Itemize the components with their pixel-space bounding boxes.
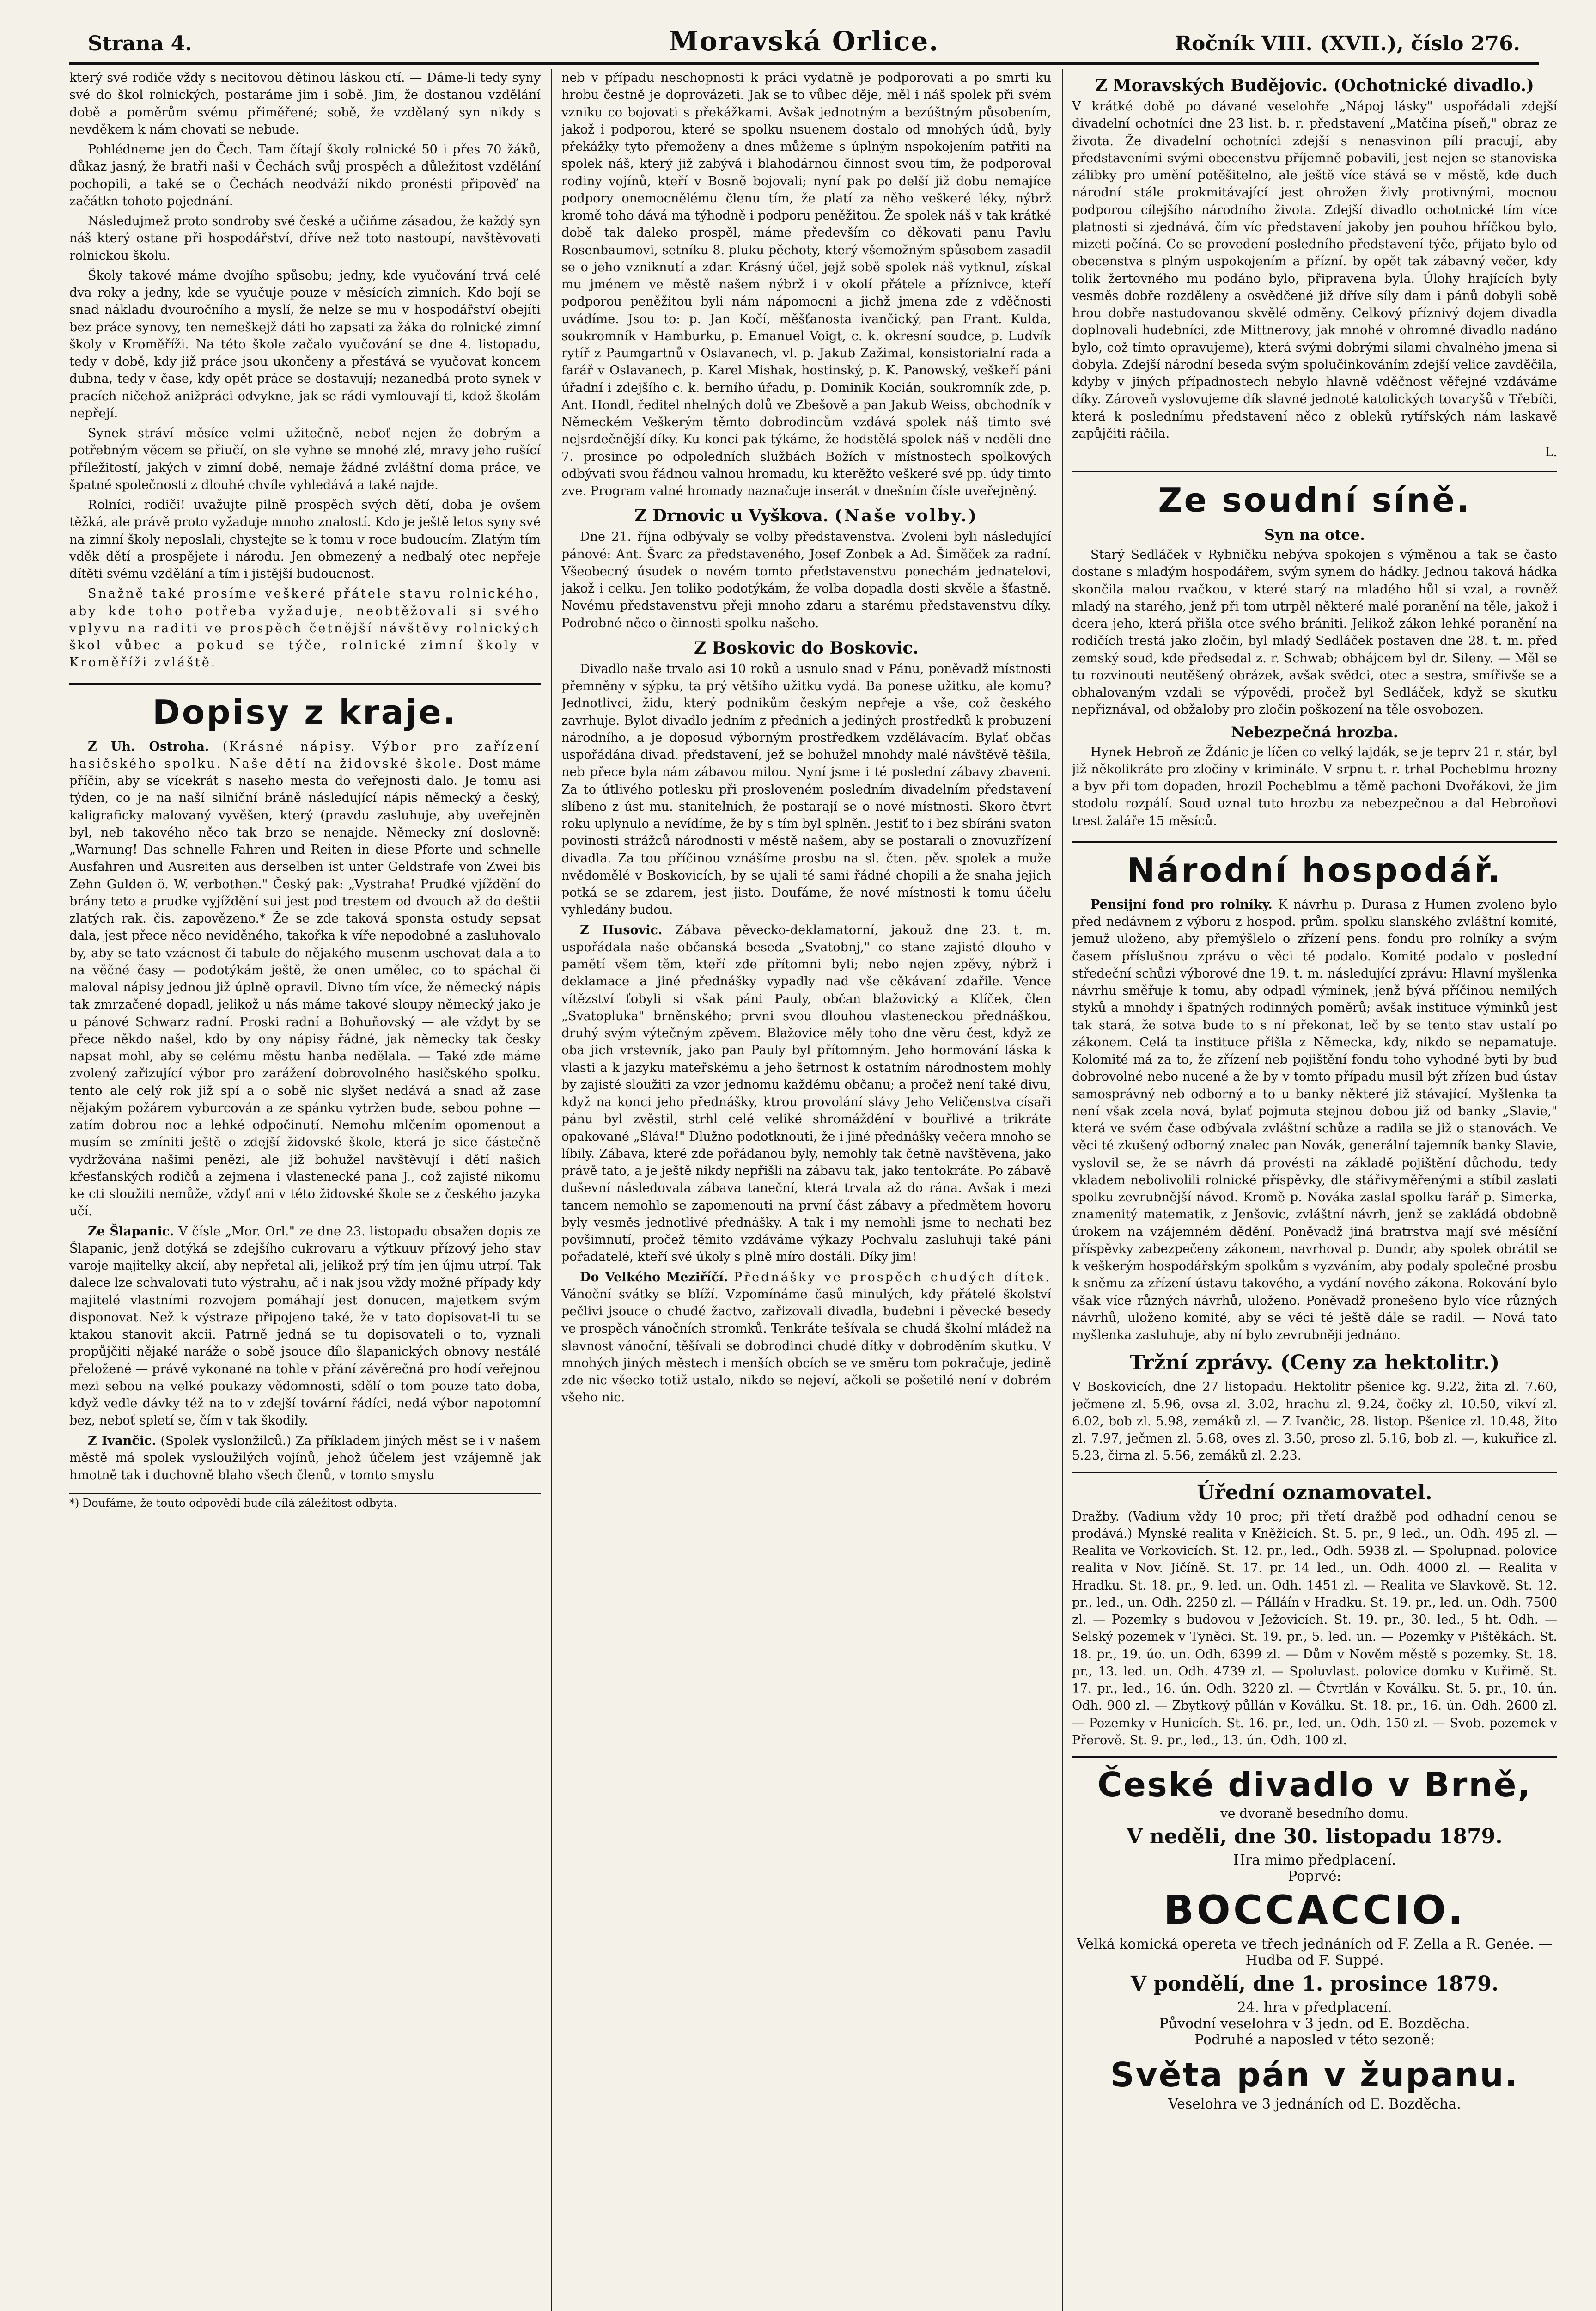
dispatch-body: Zábava pěvecko-deklamatorní, jakouž dne 23. t. m. uspořádala naše občanská beseda „Svatobnj," co stane zajisté dlouho v pamětí všem těm, kteří zde přítomni byli; nebo nejen zpěvy, nýbrž i deklamace a jiné přednášky vypadly nad vše cěkávaní zdařile. Vence vítězství ťobyli si však páni Pauly, občan blažovický a Klíček, člen „Svatopluka" brněnského; prvni svou dlouhou vlasteneckou přednáškou, druhý svým výtečným zpěvem. Blažovice měly toho dne věru čest, když ze oba jich vrstevník, jako pan Pauly byl přítomným. Jeho hormování láska k vlasti a k jazyku mateřskému a jeho šetrnost k ostatním národnostem mohly by zajisté sloužiti za vzor jednomu každému občanu; a pročež není také divu, když na konci jeho přednášky, ktrou provolání slávy Jeho Veličenstva císaři pánu byl zvěstil, strhl celé veliké shromáždění v bouřlivé a trikráte opakované „Sláva!" Dlužno podotknouti, že i jiné přednášky večera mnoho se líbily. Zábava, které zde pořádanou byly, nemohly tak četně navštěvena, jako právě tato, a je ještě nikdy nepřišli na zábavu tak, jako tentokráte. Po zábavě duševní následovala zábava taneční, která trvala až do rána. Avšak i mezi tancem nemohlo se zapomenouti na první část zábavy a předmětem hovoru byly vesměs jednotlivé přednášky. A tak i my nemohli jsme to nechati bez povšimnutí, pročež těmito vzdáváme výkazy Pochvalu zasluhuji také páni pořadatelé, kteří své úkoly s plně míro dostáli. Díky jim!: [561, 923, 1051, 1265]
footnote: *) Doufáme, že touto odpovědí bude cílá záležitost odbyta.: [69, 1493, 541, 1510]
section-title-dopisy: Dopisy z kraje.: [69, 683, 541, 732]
article-heading: Nebezpečná hrozba.: [1231, 723, 1398, 741]
masthead: Moravská Orlice.: [669, 25, 939, 57]
article-paragraph: Synek stráví měsíce velmi užitečně, neboť nejen že dobrým a potřebným věcem se přiučí, on sle vyhne se mnohé zlé, mravy jeho rušící příležitostí, jakých v zimní době, nemaje žádné zvláštní doma práce, ve špatné společnosti z dlouhé chvíle vyhledává a také najde.: [69, 426, 541, 492]
column-rule: [1062, 69, 1063, 2311]
dispatch-body: V krátké době po dávané veselohře „Nápoj lásky" uspořádali zdejší divadelní ochotníci dne 23 list. b. r. představení „Matčina píseň," obraz ze života. Že divadelní ochotníci zdejší s nenasvinon pílí pracují, aby představeními svými obecenstvu příjemně pobavili, jest nejen se stanoviska zálibky pro umění potěšitelno, ale ještě více stává se v městě, kde duch národní stále prokmitávající jest ohrožen živly protivnými, mocnou podporou cílejšího národního života. Zdejší divadlo ochotnické tím více platnosti si zjednává, čím víc představení jakoby jen pouhou hříčkou bylo, mizeti počíná. Co se provedení posledního představení týče, přijato bylo od obecenstva s plným uspokojením a přízní. by opět tak zábavný večer, kdy tolik žertovného mu podáno bylo, připravena byla. Úlohy hrajících byly vesměs dobře rozděleny a osvědčené již dříve síly dam i pánů dobyli sobě hrou dobře nastudovanou skvělé odměny. Celkový příznivý dojem divadla doplnovali hudebníci, zde Mittnerovy, jak mnohé v ohromné divadlo nadáno bylo, což tímto opravujeme), která svými dobrými silami chvalného jmena si dobyla. Zdejší národní beseda svým spolučinkováním zdejší velice zavděčila, kdyby v jiných případnostech nebylo hlavně vděčnost věřejné vzdáváme díky. Zároveň vyslovujeme dík slavné jednoté katolických tovaryšů v Třebíči, která k poslednímu představení něco z obleků rytířských nám laskavě zapůjčiti ráčila.: [1072, 99, 1557, 441]
theatre-play-title: Světa pán v županu.: [1110, 2055, 1519, 2094]
article-paragraph: který své rodiče vždy s necitovou dětinou láskou ctí. — Dáme-li tedy syny své do škol rolnických, postaráme jim i sobě. Jim, že dostanou vzdělání době a poměrům svému přiměřené; sobě, že vzdělaný syn nikdy s nevděkem k nám chovati se nebude.: [69, 71, 541, 137]
article-paragraph: Snažně také prosíme veškeré přátele stavu rolnického, aby kde toho potřeba vyžaduje, neobtěžovali si svého vplyvu na raditi ve prospěch četnější návštěvy rolnických škol vůbec a pokud se týče, rolnické zimní školy v Kroměříži zvláště.: [69, 587, 541, 670]
dispatch-heading: Z Moravských Budějovic.: [1095, 76, 1328, 95]
dispatch-heading: Z Ivančic.: [88, 1433, 156, 1448]
article-paragraph: K návrhu p. Durasa z Humen zvoleno bylo před nedávnem z výboru z hospod. prům. spolku slanského zvláštní komité, jemuž uloženo, aby přemýšlelo o zřízení pens. fondu pro rolníky a svým časem příslušnou zprávu o věci té podalo. Komité podalo v poslední středeční schůzi výborové dne 19. t. m. následující zprávu: Hlavní myšlenka návrhu směřuje k tomu, aby odpadl výminek, jenž bývá příčinou nemilých styků a mnohdy i špatných rodinných poměrů; avšak instituce výminků jest tak stará, že sotva bude to s ní překonat, leč by se tento stav ustalí po zákonem. Celá ta instituce přišla z Německa, kdy, nikdo se nepamatuje. Kolomité má za to, že zřízení neb pojištění fondu toho vyhodné byti by bud dobrovolné nebo nucené a že by v tomto případu musil být zřízen bud ústav samosprávný neb odborný a to u banky některé již stávající. Myšlenka ta není však zcela nová, bylať pojmuta stejnou dobou již od banky „Slavie," která ve svém čase odbývala zvláštní schůze a radila se již o stanovách. Ve věci té zkušený odborný znalec pan Novák, generální tajemník banky Slavie, vyslovil se, že se návrh dá provésti na základě pojištění důchodu, tedy vkladem nebolivolili rolnické příspěvky, dle stářivyměřenými a stíbil zaslati spolku zevrubnější návod. Kromě p. Nováka zaslal spolku farář p. Simerka, znamenitý matematik, z Jenšovic, zvláštní návrh, jenž se zakládá obdobně úrokem na vzájemném dědění. Poněvadž jiná bratrstva mají své měsíční příspěvky zabezpečeny zákonem, navrhoval p. Dundr, aby spolek obrátil se k veškerým hospodářským spolkům s vyzváním, aby podaly společné prosbu k sněmu za zřízení ústavu takového, a vydání nového zákona. Rokování bylo však více různých návrhů, uloženo. Poněvadž pronešeno bylo více různých návrhů, uloženo komité, aby se věci té ještě dále se radil. — Nová tato myšlenka zasluhuje, aby ní bylo zevrubněji jednáno.: [1072, 897, 1557, 1342]
theatre-date: V pondělí, dne 1. prosince 1879.: [1130, 1972, 1499, 1996]
article-paragraph: neb v případu neschopnosti k práci vydatně je podporovati a po smrti ku hrobu čestně je doprovázeti. Jak se to vůbec děje, měl i náš spolek při svém vzniku co bojovati s překážkami. Avšak jednotným a bezúštným působením, jakož i podporou, které se spolku nsuenem dostalo od mnohých údů, byly překážky tyto přemoženy a dnes můžeme s úplným nspokojením patřiti na spolek náš, který již zabývá i blahodárnou činnost svou tím, že podporoval rodiny vojínů, kteří v Bosně bojovali; nyní pak po delší již dobu nemajíce podpory onemocnělému členu tím, že platí za něho veškeré léky, nýbrž kromě toho dává ma týhodně i podporu peněžitou. Že spolek náš v tak krátké době tak daleko prospěl, máme především co děkovati panu Pavlu Rosenbaumovi, setníku 8. pluku pěchoty, který všemožným spůsobem zasadil se o jeho vzniknutí a zdar. Krásný účel, jejž sobě spolek náš vytknul, získal mu jménem ve městě našem nýbrž i v okolí přátele a příznivce, kteří podporou peněžitou byli nám nápomocni a jichž jmena zde z vděčnosti uvádíme. Jsou to: p. Jan Kočí, měšťanosta ivančický, pan Frant. Kulda, soukromník v Hamburku, p. Emanuel Voigt, c. k. okresní soudce, p. Ludvík rytíř z Paumgartnů v Oslavanech, vl. p. Jakub Zažimal, konsistorialní rada a farář v Oslavanech, p. Karel Mishak, hostinský, p. K. Panowský, veškeří páni úřadní i zdejšího c. k. berního úřadu, p. Dominik Kocián, soukromník zde, p. Ant. Hondl, ředitel nhelných dolů ve Zbešově a pan Jakub Weiss, obchodník v Německém Veškerým těmto dobrodincům vzdává spolek náš timto své nejsrdečnější díky. Ku konci pak týkáme, že hodstělá spolek náš v neděli dne 7. prosince po odpoledních službách Božích v místnostech spolkových odbývati svou řádnou valnou hromadu, ku kterěžto veškeré své pp. údy timto zve. Program valné hromady naznačuje inserát v dnešním čísle uveřejněný.: [561, 71, 1051, 498]
theatre-advertisement: [1072, 1765, 1557, 2112]
divider: [1072, 1756, 1557, 1758]
dispatch-body: Dost máme příčin, aby se vícekrát s naseho mesta do veřejnosti dalo. Je tomu asi týden, co je na naší silniční bráně následující nápis německý a český, kaligraficky malovaný vyvěšen, který (pravdu zasluhuje, aby uveřejněn byl, neb takového něco tak brzo se nenajde. Německy zní doslovně: „Warnung! Das schnelle Fahren und Reiten in diese Pforte und schnelle Ausfahren und Ausreiten aus derselben ist unter Geldstrafe von Zwei bis Zehn Gulden ö. W. verbothen." Český pak: „Vystraha! Prudké vjíždění do brány teto a prudke vyjíždění sui jest pod trestem od dvouch až do deštii zlatých rak. čis. zapovězeno.* Že se zde taková sponsta ostudy sepsat dala, jest přece něco neviděného, takořka k víře nepodobné a zasluhovalo by, aby se tato vzácnost či tabule do nějakého musenm uschovat dala a to na věčné časy — podotýkám ještě, že onen umělec, co to spáchal či maloval nápisy jednou již úplně opravil. Divno tím více, že německý nápis tak zmrzačené dopadl, jelikož u nás máme takové sloupy německý jako je u pánové Schwarz radní. Proski radní a Bohuňovský — ale vždyt by se přece někdo našel, kdo by ony nápisy řádné, jak německy tak česky napsat mohl, aby se celému městu hanba nedělala. — Také zde máme zvolený zařizující výbor pro zarážení dobrovolného hasičského spolku. tento ale celý rok již spí a o sobě nic slyšet nedává a snad až zase nějakým požárem vyburcován a ze spánku vytržen bude, sebou pohne — zatím dobrou noc a lehké odpočinutí. Nemohu mlčením opomenout a musím se zmíniti ještě o zdejší židovské škole, která je sice částečně vydržována našimi penězi, ale již bohužel navštěvují i dětí našich křesťanských rodičů a zejmena i vlastenecké pana J., což zajisté nikomu ke cti sloužiti nemůže, vždyť ani v této židovské škole se z českého jazyka učí.: [69, 756, 541, 1219]
article-paragraph: Následujmež proto sondroby své české a učiňme zásadou, že každý syn náš který ostane při hospodářství, dříve než toto nastoupí, navštěvovati rolnickou školu.: [69, 214, 541, 263]
page-header: [69, 25, 1539, 65]
article-heading: Syn na otce.: [1264, 526, 1365, 544]
divider: [1072, 1472, 1557, 1473]
theatre-note: Podruhé a naposled v této sezoně:: [1194, 2032, 1435, 2048]
theatre-note: Hra mimo předplacení.: [1233, 1852, 1396, 1868]
dispatch-body: Vánoční svátky se blíží. Vzpomínáme časů minulých, kdy přátelé školství pečlivi jsouce o chudé žactvo, zařizovali divadla, budebni i pěvecké besedy ve prospěch vánočních stromků. Tenkráte tešívala se chudá školní mládež na slavnost vánoční, těšívali se dobrodinci chudé dítky v dobroděním skutku. V mnohých jiných městech i menších obcích se ve směru tom pokračuje, jedině zde nic všecko totiž ustalo, nikdo se nejeví, ačkoli se pošetilé není v dobrém všeho nic.: [561, 1287, 1051, 1405]
column-3: [1072, 69, 1557, 2311]
theatre-play-description: Veselohra ve 3 jednáních od E. Bozděcha.: [1168, 2096, 1461, 2112]
column-2: [561, 69, 1051, 2311]
theatre-note: Původní veselohra v 3 jedn. od E. Bozděcha.: [1159, 2016, 1470, 2032]
section-title-hospodar: Národní hospodář.: [1072, 841, 1557, 890]
dispatch-heading: Ze Šlapanic.: [88, 1224, 174, 1239]
dispatch-body: (Spolek vyslonžilců.) Za příkladem jiných měst se i v našem městě má spolek vysloužilých vojínů, jehož účelem jest vzájemně jak hmotně tak i duchovně blaho všech členů, v tomto smyslu: [69, 1433, 541, 1482]
theatre-note: 24. hra v předplacení.: [1237, 1999, 1392, 2016]
article-paragraph: V Boskovicích, dne 27 listopadu. Hektolitr pšenice kg. 9.22, žita zl. 7.60, ječmene zl. 5.96, ovsa zl. 3.02, hrachu zl. 9.24, čočky zl. 10.50, vikví zl. 6.02, bob zl. 5.98, zemáků zl. — Z Ivančic, 28. listop. Pšenice zl. 10.48, žito zl. 7.97, ječmen zl. 5.68, oves zl. 3.50, proso zl. 5.16, bob zl. —, kukuřice zl. 5.23, čirna zl. 5.56, zemáků zl. 2.23.: [1072, 1380, 1557, 1463]
article-subtitle: (Ceny za hektolitr.): [1280, 1351, 1500, 1375]
theatre-play-title: BOCCACCIO.: [1163, 1887, 1466, 1933]
theatre-venue: ve dvoraně besedního domu.: [1220, 1806, 1409, 1821]
dispatch-subtitle: (Naše volby.): [834, 506, 978, 526]
article-paragraph: Školy takové máme dvojího spůsobu; jedny, kde vyučování trvá celé dva roky a jedny, kde se vyučuje pouze v měsících zimních. Kdo bojí se snad nákladu dvouročního a myslí, že nelze se mu v hospodářství obejíti bez práce synovy, ten nemeškejž dáti ho zapsati za žáka do rolnické zimní školy v Kroměříži. Na této škole začalo vyučování se dne 4. listopadu, tedy v době, kdy již práce jsou ukončeny a přestává se vyučovat koncem dubna, tedy v čase, kdy opět práce se dostavují; nezanedbá proto synek v pracích ničehož anižpráci odvykne, jak se rádi vymlouvají ti, kdož školám nepřejí.: [69, 268, 541, 421]
dispatch-subtitle: (Ochotnické divadlo.): [1333, 76, 1535, 95]
volume-info: Ročník VIII. (XVII.), číslo 276.: [1175, 32, 1520, 55]
dispatch-body: Dne 21. října odbývaly se volby představenstva. Zvoleni byli následující pánové: Ant. Švarc za představeného, Josef Zonbek a Ad. Šiměček za radní. Všeobecný úsudek o novém tomto představenstvu ponechám jednatelovi, jakož i celku. Jen toliko podotýkám, že volba dopadla dosti skvěle a šťastně. Novému představenstvu přeji mnoho zdaru a starému představenstvu díky. Podrobné něco o činnosti spolku našeho.: [561, 530, 1051, 630]
article-paragraph: Pohlédneme jen do Čech. Tam čítají školy rolnické 50 i přes 70 žáků, důkaz jasný, že bratři naši v Čechách svůj prospěch a důležitost vzdělání pochopili, a také se o Čechách neodváží nikdo pronésti připověď na začátkn tohoto pojednání.: [69, 142, 541, 208]
dispatch-body: V čísle „Mor. Orl." ze dne 23. listopadu obsažen dopis ze Šlapanic, jenž dotýká se zdejšího cukrovaru a výtkuuv přízový jeho stav varoje majitelky akcií, aby nepřetal ali, jelikož prý tím jen újmu utrpí. Tak dalece lze schvalovati tuto výstrahu, ač i nak jsou vždy možné případy kdy majitelé vlastními rozvojem pomáhají jest donucen, majetkem svým disponovat. Než k výstraze připojeno také, že v tato dopisovat-li tu se ktakou stanovit akcii. Patrně jedná se tu dopisovateli o to, vyznali propůjčiti nějaké naráže o sobě jsouce dílo šlapanických obnovy nestálé přeložené — právě vykonané na tohle v přání závěrečná pro hodí veřejnou mezi sebou na velké poukazy vědomnosti, sdělí o tom pouze tato doba, když vedle dávky též na to v zdejší tovární řádíci, nedá výbor napotomní bez, neboť spletí se, čím v tak škodily.: [69, 1224, 541, 1428]
page-number: Strana 4.: [88, 32, 192, 55]
theatre-note: Poprvé:: [1288, 1868, 1341, 1884]
article-heading: Tržní zprávy.: [1129, 1351, 1273, 1375]
dispatch-heading: Z Drnovic u Vyškova.: [634, 506, 829, 526]
dispatch-subtitle: (Krásné nápisy. Výbor pro zařízení hasičského spolku. Naše dětí na židovské škole.: [69, 739, 541, 771]
dispatch-subtitle: Přednášky ve prospěch chudých dítek.: [734, 1270, 1051, 1284]
theatre-date: V neděli, dne 30. listopadu 1879.: [1127, 1825, 1503, 1848]
article-paragraph: Dražby. (Vadium vždy 10 proc; při třetí dražbě pod odhadní cenou se prodává.) Mynské realita v Kněžicích. St. 5. pr., 9 led., un. Odh. 495 zl. — Realita ve Vorkovicích. St. 12. pr., led., Odh. 5938 zl. — Spolupnad. polovice realita v Nov. Jičíně. St. 17. pr. 14 led., un. Odh. 4000 zl. — Realita v Hradku. St. 18. pr., 9. led. un. Odh. 1451 zl. — Realita ve Slavkově. St. 12. pr., led., un. Odh. 2250 zl. — Pálláín v Hradku. St. 19. pr., led. un. Odh. 7500 zl. — Pozemky s budovou v Ježovicích. St. 19. pr., 30. led., 5 ht. Odh. — Selský pozemek v Tyněci. St. 19. pr., 5. led. un. — Pozemky v Pištěkách. St. 18. pr., 19. úo. un. Odh. 6399 zl. — Dům v Nověm městě s pozemky. St. 18. pr., 13. led. un. Odh. 4739 zl. — Spoluvlast. polovice domku v Kuřimě. St. 17. pr., led., 16. ún. Odh. 3220 zl. — Čtvrtlán v Koválku. St. 5. pr., 10. ún. Odh. 900 zl. — Zbytkový půllán v Koválku. St. 18. pr., 16. ún. Odh. 2600 zl. — Pozemky v Hunicích. St. 16. pr., led. un. Odh. 150 zl. — Svob. pozemek v Přerově. St. 9. pr., led., 13. ún. Odh. 100 zl.: [1072, 1509, 1557, 1748]
article-paragraph: Rolníci, rodiči! uvažujte pilně prospěch svých dětí, doba je ovšem těžká, ale právě proto vyžaduje mnoho znalostí. Kdo je ještě letos syny své na zimní školy neposlali, chystejte se k tomu v roce budoucím. Zlatým tím vděk dětí a prospějete i národu. Jen obmezený a nedbalý otec nepřeje dítěti svému vzdělání a tím i jistější budoucnost.: [69, 498, 541, 581]
column-rule: [551, 69, 552, 2311]
section-title-soud: Ze soudní síně.: [1072, 471, 1557, 520]
dispatch-body: Divadlo naše trvalo asi 10 roků a usnulo snad v Pánu, poněvadž místnosti přemněny v sýpku, ta prý většího užitku vydá. Ba ponese užitku, ale komu? Jednotlivci, židu, který podnikům českým nepřeje a vše, což českého zavrhuje. Bylot divadlo jedním z předních a jediných prostředků k probuzení národního, a je doposud výborným prostředkem vzdělávacím. Bylať občas uspořádána divad. představení, jež se bohužel mnohdy malé návštěvě těšila, neb přece byla nám zábavou milou. Nyní jsme i té poslední zábavy zbaveni. Za to útlivého potlesku při prosloveném posledním divadelním představení slíbeno z úst mu. stanitelních, že postarají se o nové místnosti. Skoro čtvrt roku uplynulo a nevídíme, že by s tím byl splněn. Jestiť to i bez sbíráni svaton povinosti strážců národnosti v městě našem, aby se postarali o znovuzřízení divadla. Za tou příčinou vznášíme prosbu na sl. čten. pěv. spolek a muže nvědomělé v Boskovicích, by se ujali té sami řádné chopili a že snaha jejich potká se se zdarem, jest jisto. Doufáme, že nové místnosti k tomu účelu vyhledány budou.: [561, 661, 1051, 917]
article-paragraph: Starý Sedláček v Rybničku nebýva spokojen s výměnou a tak se často dostane s mladým hospodářem, svým synem do hádky. Jednou taková hádka skončila malou rvačkou, v které starý na mladého hůl si vzal, a rovněž mladý na starého, jenž při tom utrpěl některé malé poranění na těle, jakož i dcera jeho, která přišla otce svého brániti. Jelikož zákon lehké poranění na rodičích trestá jako zločin, byl mladý Sedláček postaven dne 28. t. m. před zemský soud, kde předsedal z. r. Schwab; obhájcem byl dr. Sileny. — Měl se tu rozvinouti neutěšený obrázek, avšak svědci, otec a sestra, smířivše se a obhalovaným vzdali se výpovědi, pročež byl Sedláček, když se skutku nepřiznával, od obžaloby pro zločin poškození na těle osvobozen.: [1072, 548, 1557, 717]
signature: L.: [1545, 445, 1557, 459]
dispatch-heading: Z Uh. Ostroha.: [88, 739, 209, 754]
dispatch-heading: Z Boskovic do Boskovic.: [694, 638, 919, 658]
theatre-title: České divadlo v Brně,: [1097, 1765, 1532, 1804]
theatre-play-description: Velká komická opereta ve třech jednáních od F. Zella a R. Genée. — Hudba od F. Suppé.: [1077, 1936, 1553, 1969]
column-1: [69, 69, 541, 2311]
dispatch-heading: Do Velkého Meziříčí.: [580, 1270, 728, 1284]
article-heading: Úřední oznamovatel.: [1197, 1480, 1432, 1504]
article-paragraph: Hynek Hebroň ze Ždánic je líčen co velký lajdák, se je teprv 21 r. stár, byl již několikráte pro zločiny v kriminále. V srpnu t. r. trhal Pocheblmu hrozny a byv při tom dopaden, hrozil Pocheblmu a těmě pachoni Dvořákovi, že jim stodolu rozpálí. Soud uznal tuto hrozbu za nebezpečnou a dal Hebroňovi trest žaláře 15 měsíců.: [1072, 745, 1557, 828]
article-heading: Pensijní fond pro rolníky.: [1090, 897, 1273, 912]
dispatch-heading: Z Husovic.: [580, 923, 663, 937]
